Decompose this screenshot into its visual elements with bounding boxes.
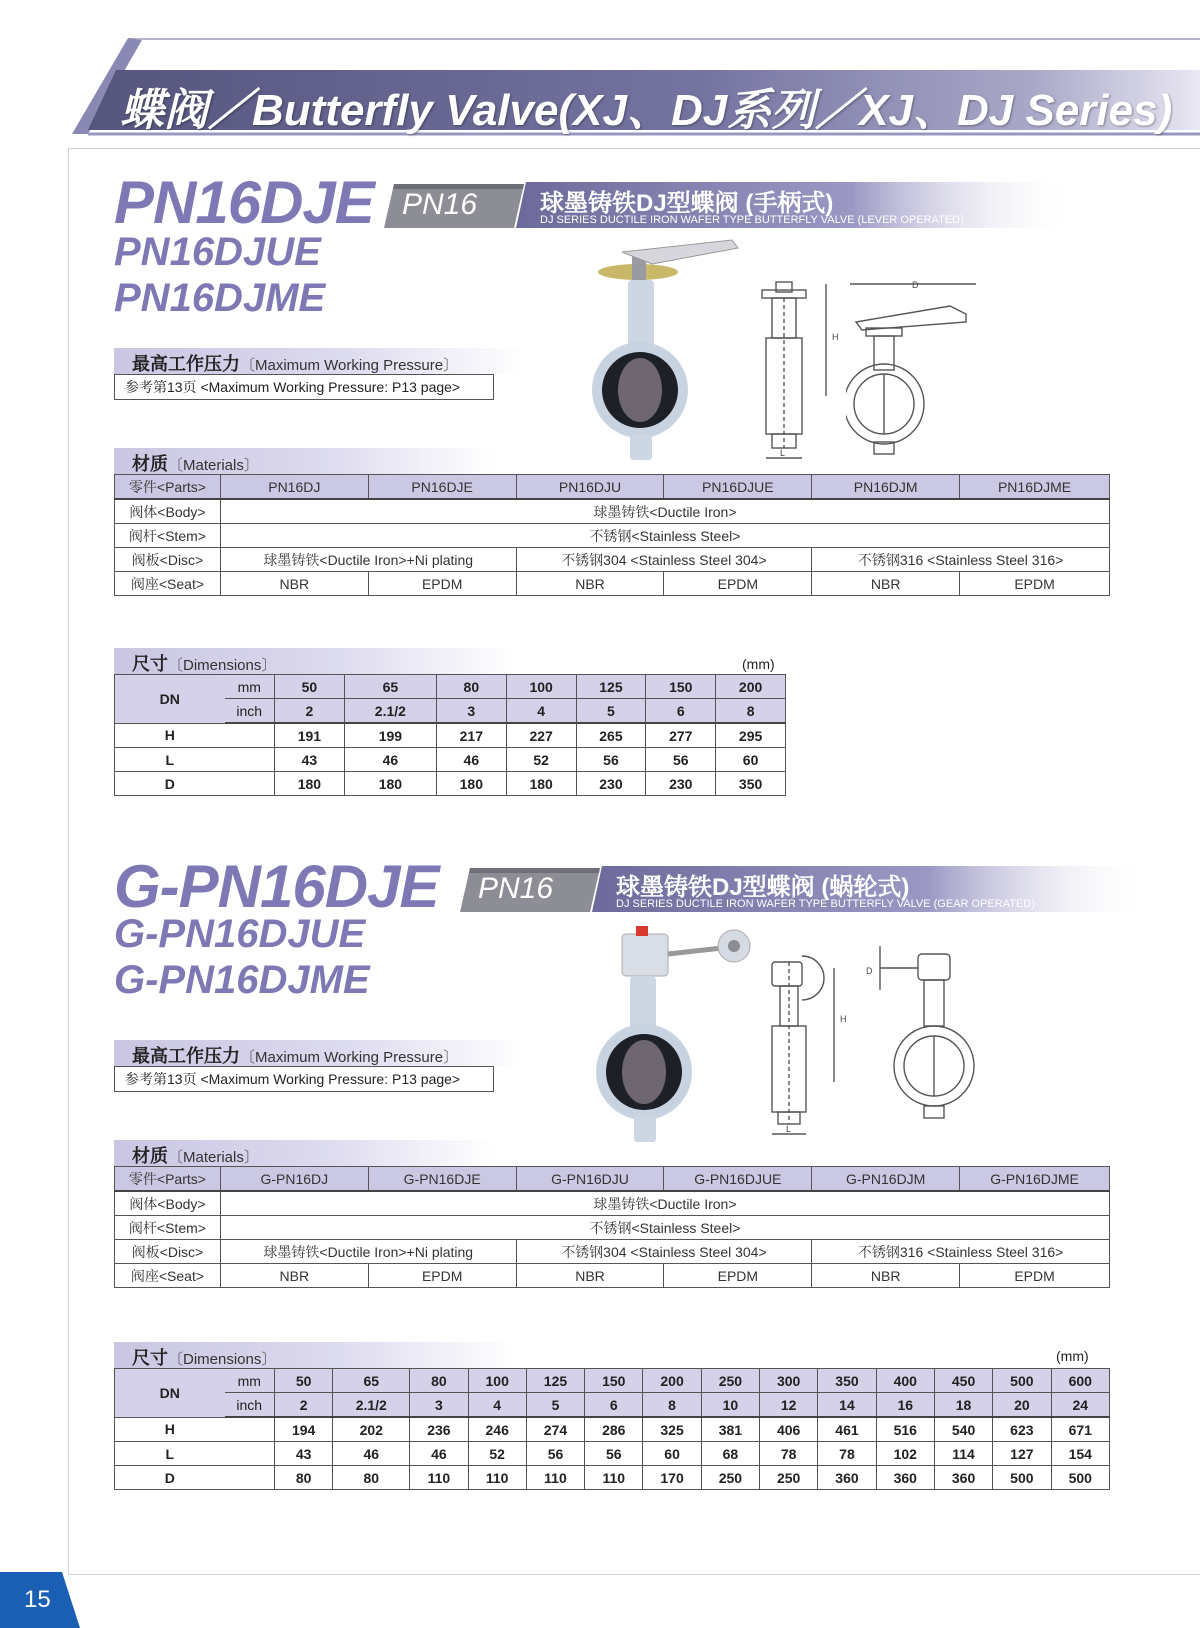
dim-cell: 3: [410, 1393, 468, 1418]
dimensions-table: [114, 1368, 1110, 1490]
dim-cell: 110: [410, 1466, 468, 1490]
dim-cell: 406: [760, 1417, 818, 1442]
front-view-drawing: [846, 278, 982, 464]
dim-cell: 8: [716, 699, 786, 724]
dim-cell: 5: [576, 699, 646, 724]
materials-cell: EPDM: [368, 572, 516, 596]
dim-cell: 250: [701, 1369, 759, 1393]
dim-cell: 50: [275, 675, 345, 699]
dim-cell: 295: [716, 723, 786, 748]
dim-row-label: L: [115, 748, 225, 772]
dim-cell: 12: [760, 1393, 818, 1418]
dim-cell: 671: [1051, 1417, 1110, 1442]
materials-cell: 不锈钢316 <Stainless Steel 316>: [812, 548, 1110, 572]
dim-cell: 500: [993, 1466, 1051, 1490]
badge-label: PN16: [478, 872, 554, 905]
lever-valve-photo: [592, 232, 752, 468]
dim-cell: 180: [506, 772, 576, 796]
dim-h-label: H: [832, 332, 839, 342]
materials-header-row: [115, 1167, 1110, 1192]
dim-cell: 461: [818, 1417, 876, 1442]
dim-cell: 80: [275, 1466, 333, 1490]
dim-cell: 6: [646, 699, 716, 724]
dim-cell: 4: [468, 1393, 526, 1418]
materials-header-cell: PN16DJU: [516, 475, 664, 500]
dim-unit-blank: [225, 772, 275, 796]
materials-cell: EPDM: [368, 1264, 516, 1288]
materials-cell: 阀板<Disc>: [115, 548, 221, 572]
dim-cell: 180: [344, 772, 436, 796]
materials-header-cell: 零件<Parts>: [115, 475, 221, 500]
dim-cell: 227: [506, 723, 576, 748]
materials-header-cell: G-PN16DJM: [812, 1167, 960, 1192]
materials-cell: 球墨铸铁<Ductile Iron>+Ni plating: [220, 1240, 516, 1264]
materials-cell: 不锈钢316 <Stainless Steel 316>: [812, 1240, 1110, 1264]
materials-cell: NBR: [812, 572, 960, 596]
dim-cell: 350: [716, 772, 786, 796]
dim-cell: 46: [410, 1442, 468, 1466]
dim-cell: 540: [934, 1417, 992, 1442]
dim-d-label: D: [912, 280, 919, 290]
dim-l-label: L: [786, 1124, 792, 1134]
dim-cell: 360: [876, 1466, 934, 1490]
materials-header-cell: PN16DJE: [368, 475, 516, 500]
dimensions-table: [114, 674, 786, 796]
materials-cell: 不锈钢<Stainless Steel>: [220, 1216, 1109, 1240]
materials-table: [114, 1166, 1110, 1288]
dim-cell: 78: [760, 1442, 818, 1466]
pressure-reference: 参考第13页 <Maximum Working Pressure: P13 page>: [114, 374, 494, 400]
dim-unit-mm: mm: [225, 675, 275, 699]
dim-cell: 2.1/2: [333, 1393, 410, 1418]
dim-row-label: D: [115, 772, 225, 796]
materials-cell: 阀座<Seat>: [115, 1264, 221, 1288]
unit-note: (mm): [742, 656, 775, 672]
materials-cell: 不锈钢<Stainless Steel>: [220, 524, 1109, 548]
dim-cell: 191: [275, 723, 345, 748]
dimensions-head-en: 〔Dimensions〕: [168, 657, 277, 674]
product-title-zh: 球墨铸铁DJ型蝶阀 (蜗轮式): [616, 874, 910, 901]
materials-header-cell: G-PN16DJME: [960, 1167, 1110, 1192]
dim-l-label: L: [780, 448, 786, 458]
materials-cell: 球墨铸铁<Ductile Iron>+Ni plating: [220, 548, 516, 572]
dim-row-label: H: [115, 1417, 225, 1442]
dim-unit-inch: inch: [225, 1393, 275, 1418]
materials-table: [114, 474, 1110, 596]
materials-section-head: [114, 1140, 494, 1166]
dim-cell: 500: [1051, 1466, 1110, 1490]
dim-cell: 360: [818, 1466, 876, 1490]
dim-row: [115, 1466, 1110, 1490]
dim-cell: 56: [526, 1442, 584, 1466]
dim-cell: 450: [934, 1369, 992, 1393]
dim-cell: 60: [643, 1442, 701, 1466]
dimensions-head-zh: 尺寸: [132, 654, 168, 674]
pressure-badge: [384, 184, 524, 224]
dim-cell: 127: [993, 1442, 1051, 1466]
materials-cell: 阀杆<Stem>: [115, 524, 221, 548]
dim-cell: 2: [275, 699, 345, 724]
dim-cell: 300: [760, 1369, 818, 1393]
dim-cell: 46: [333, 1442, 410, 1466]
dim-cell: 65: [333, 1369, 410, 1393]
product-title-en: DJ SERIES DUCTILE IRON WAFER TYPE BUTTERFLY VALVE (LEVER OPERATED): [540, 214, 964, 226]
materials-cell: 阀体<Body>: [115, 1191, 221, 1216]
model-main: PN16DJE: [114, 169, 374, 236]
dim-cell: 265: [576, 723, 646, 748]
materials-cell: NBR: [516, 1264, 664, 1288]
dim-cell: 274: [526, 1417, 584, 1442]
dim-dn-label: DN: [115, 1369, 225, 1418]
dim-cell: 24: [1051, 1393, 1110, 1418]
page-title: 蝶阀／Butterfly Valve(XJ、DJ系列／XJ、DJ Series): [120, 86, 1173, 135]
dim-unit-blank: [225, 1442, 275, 1466]
product-title-en: DJ SERIES DUCTILE IRON WAFER TYPE BUTTERFLY VALVE (GEAR OPERATED): [616, 898, 1035, 910]
dim-cell: 277: [646, 723, 716, 748]
materials-row-body: [115, 1191, 1110, 1216]
pressure-head-zh: 最高工作压力: [132, 1046, 240, 1066]
model-sub-2: PN16DJME: [114, 276, 326, 320]
materials-row-stem: [115, 1216, 1110, 1240]
dim-cell: 194: [275, 1417, 333, 1442]
materials-cell: 不锈钢304 <Stainless Steel 304>: [516, 1240, 812, 1264]
dim-h-label: H: [840, 1014, 847, 1024]
product-title-zh: 球墨铸铁DJ型蝶阀 (手柄式): [540, 190, 834, 217]
side-view-drawing: [752, 276, 852, 466]
unit-note: (mm): [1056, 1348, 1089, 1364]
dim-cell: 18: [934, 1393, 992, 1418]
pressure-reference: 参考第13页 <Maximum Working Pressure: P13 page>: [114, 1066, 494, 1092]
dim-unit-blank: [225, 748, 275, 772]
dim-cell: 4: [506, 699, 576, 724]
dim-cell: 180: [436, 772, 506, 796]
side-view-drawing: [760, 952, 860, 1142]
materials-head-en: 〔Materials〕: [168, 1149, 259, 1166]
dim-d-label: D: [866, 966, 873, 976]
materials-cell: 阀板<Disc>: [115, 1240, 221, 1264]
materials-cell: 阀座<Seat>: [115, 572, 221, 596]
dim-cell: 56: [585, 1442, 643, 1466]
dim-cell: 110: [526, 1466, 584, 1490]
dim-cell: 230: [576, 772, 646, 796]
materials-cell: 球墨铸铁<Ductile Iron>: [220, 1191, 1109, 1216]
materials-cell: NBR: [220, 1264, 368, 1288]
page-header-banner: [68, 38, 1200, 138]
dim-cell: 250: [701, 1466, 759, 1490]
materials-cell: 球墨铸铁<Ductile Iron>: [220, 499, 1109, 524]
dim-cell: 5: [526, 1393, 584, 1418]
dim-row: [115, 772, 786, 796]
pressure-badge: [460, 868, 600, 908]
dim-cell: 381: [701, 1417, 759, 1442]
dim-cell: 114: [934, 1442, 992, 1466]
dim-cell: 46: [436, 748, 506, 772]
dim-cell: 80: [436, 675, 506, 699]
dim-cell: 52: [506, 748, 576, 772]
dim-cell: 217: [436, 723, 506, 748]
page-number: 15: [24, 1586, 51, 1613]
dimensions-head-zh: 尺寸: [132, 1348, 168, 1368]
dim-cell: 246: [468, 1417, 526, 1442]
product-title-bar: [592, 866, 1152, 916]
dim-cell: 43: [275, 748, 345, 772]
dim-cell: 516: [876, 1417, 934, 1442]
dim-row-label: L: [115, 1442, 225, 1466]
dim-cell: 100: [506, 675, 576, 699]
materials-header-cell: PN16DJME: [960, 475, 1110, 500]
dim-cell: 623: [993, 1417, 1051, 1442]
dim-row: [115, 748, 786, 772]
dim-cell: 400: [876, 1369, 934, 1393]
dim-cell: 360: [934, 1466, 992, 1490]
materials-row-body: [115, 499, 1110, 524]
dim-cell: 150: [646, 675, 716, 699]
dim-cell: 78: [818, 1442, 876, 1466]
dim-cell: 286: [585, 1417, 643, 1442]
dim-cell: 325: [643, 1417, 701, 1442]
dimensions-section-head: [114, 1342, 514, 1368]
badge-label: PN16: [402, 188, 478, 221]
pressure-head-zh: 最高工作压力: [132, 354, 240, 374]
materials-cell: EPDM: [664, 1264, 812, 1288]
materials-head-zh: 材质: [132, 1146, 168, 1166]
materials-cell: NBR: [812, 1264, 960, 1288]
pressure-section-head: [114, 348, 524, 374]
materials-header-cell: G-PN16DJE: [368, 1167, 516, 1192]
materials-header-cell: 零件<Parts>: [115, 1167, 221, 1192]
model-sub-2: G-PN16DJME: [114, 958, 370, 1002]
dim-cell: 250: [760, 1466, 818, 1490]
materials-cell: 阀杆<Stem>: [115, 1216, 221, 1240]
dim-row: [115, 1417, 1110, 1442]
dim-cell: 230: [646, 772, 716, 796]
model-sub-1: G-PN16DJUE: [114, 912, 366, 956]
dim-cell: 236: [410, 1417, 468, 1442]
dim-row-label: H: [115, 723, 225, 748]
materials-row-seat: [115, 1264, 1110, 1288]
dim-unit-inch: inch: [225, 699, 275, 724]
pressure-section-head: [114, 1040, 524, 1066]
dim-cell: 170: [643, 1466, 701, 1490]
pressure-head-en: 〔Maximum Working Pressure〕: [240, 1049, 459, 1066]
dim-cell: 180: [275, 772, 345, 796]
materials-head-zh: 材质: [132, 454, 168, 474]
materials-section-head: [114, 448, 494, 474]
dim-cell: 154: [1051, 1442, 1110, 1466]
dim-unit-mm: mm: [225, 1369, 275, 1393]
dim-cell: 350: [818, 1369, 876, 1393]
pressure-head-en: 〔Maximum Working Pressure〕: [240, 357, 459, 374]
dim-unit-blank: [225, 1466, 275, 1490]
dim-cell: 65: [344, 675, 436, 699]
dim-cell: 8: [643, 1393, 701, 1418]
dim-cell: 56: [576, 748, 646, 772]
materials-cell: 阀体<Body>: [115, 499, 221, 524]
materials-row-disc: [115, 548, 1110, 572]
dim-cell: 52: [468, 1442, 526, 1466]
materials-cell: NBR: [220, 572, 368, 596]
dim-cell: 150: [585, 1369, 643, 1393]
dim-cell: 200: [643, 1369, 701, 1393]
dim-cell: 80: [410, 1369, 468, 1393]
materials-header-cell: G-PN16DJ: [220, 1167, 368, 1192]
materials-cell: NBR: [516, 572, 664, 596]
dim-cell: 14: [818, 1393, 876, 1418]
dim-cell: 10: [701, 1393, 759, 1418]
dim-cell: 125: [576, 675, 646, 699]
materials-header-cell: PN16DJ: [220, 475, 368, 500]
dim-cell: 46: [344, 748, 436, 772]
dim-row: [115, 1442, 1110, 1466]
dim-cell: 500: [993, 1369, 1051, 1393]
page-number-tab: [0, 1572, 80, 1628]
dimensions-section-head: [114, 648, 514, 674]
dim-row-mm: [115, 1369, 1110, 1393]
materials-cell: EPDM: [960, 1264, 1110, 1288]
model-sub-1: PN16DJUE: [114, 230, 321, 274]
dim-cell: 60: [716, 748, 786, 772]
dim-cell: 68: [701, 1442, 759, 1466]
product-title-bar: [516, 182, 1076, 232]
materials-head-en: 〔Materials〕: [168, 457, 259, 474]
dim-cell: 110: [585, 1466, 643, 1490]
dim-cell: 3: [436, 699, 506, 724]
materials-header-cell: G-PN16DJUE: [664, 1167, 812, 1192]
dim-cell: 16: [876, 1393, 934, 1418]
dim-unit-blank: [225, 723, 275, 748]
dim-cell: 80: [333, 1466, 410, 1490]
gear-valve-photo: [592, 920, 762, 1156]
dim-unit-blank: [225, 1417, 275, 1442]
model-main: G-PN16DJE: [114, 853, 439, 920]
materials-header-row: [115, 475, 1110, 500]
materials-row-disc: [115, 1240, 1110, 1264]
dim-dn-label: DN: [115, 675, 225, 724]
dim-cell: 110: [468, 1466, 526, 1490]
dimensions-head-en: 〔Dimensions〕: [168, 1351, 277, 1368]
materials-cell: EPDM: [960, 572, 1110, 596]
materials-header-cell: G-PN16DJU: [516, 1167, 664, 1192]
dim-cell: 43: [275, 1442, 333, 1466]
dim-cell: 102: [876, 1442, 934, 1466]
dim-cell: 2: [275, 1393, 333, 1418]
dim-cell: 202: [333, 1417, 410, 1442]
dim-cell: 100: [468, 1369, 526, 1393]
materials-row-stem: [115, 524, 1110, 548]
dim-cell: 200: [716, 675, 786, 699]
dim-row: [115, 723, 786, 748]
dim-cell: 6: [585, 1393, 643, 1418]
materials-header-cell: PN16DJM: [812, 475, 960, 500]
dim-cell: 20: [993, 1393, 1051, 1418]
dim-cell: 2.1/2: [344, 699, 436, 724]
materials-header-cell: PN16DJUE: [664, 475, 812, 500]
dim-row-label: D: [115, 1466, 225, 1490]
materials-cell: 不锈钢304 <Stainless Steel 304>: [516, 548, 812, 572]
materials-cell: EPDM: [664, 572, 812, 596]
dim-row-mm: [115, 675, 786, 699]
dim-cell: 600: [1051, 1369, 1110, 1393]
dim-cell: 50: [275, 1369, 333, 1393]
dim-cell: 199: [344, 723, 436, 748]
dim-cell: 125: [526, 1369, 584, 1393]
dim-cell: 56: [646, 748, 716, 772]
materials-row-seat: [115, 572, 1110, 596]
front-view-drawing: [862, 940, 992, 1136]
dim-row-inch: [115, 1393, 1110, 1418]
